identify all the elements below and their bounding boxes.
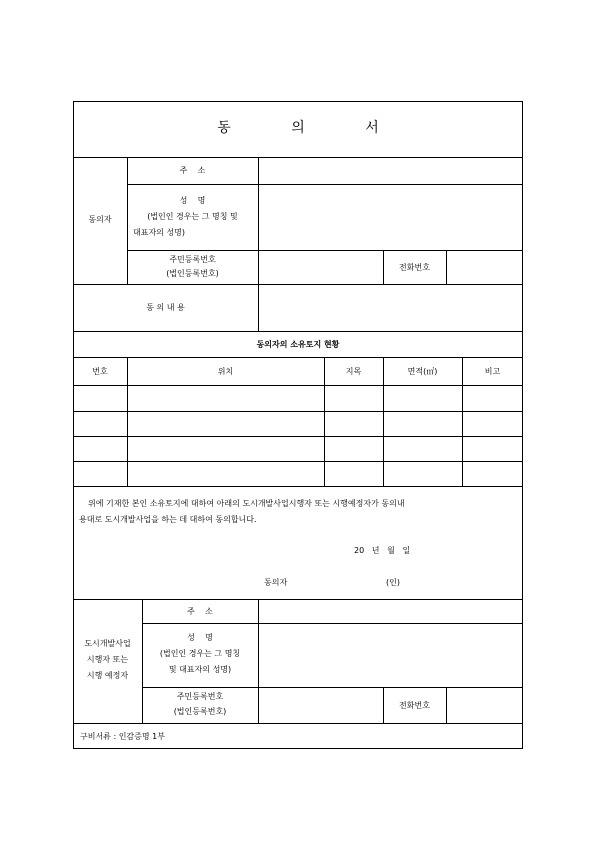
developer-reg-field[interactable] (262, 700, 378, 712)
consenter-name-label-note: 대표자의 성명) (133, 228, 186, 237)
divider (73, 385, 523, 386)
land-col-header-number: 번호 (92, 367, 108, 376)
divider (73, 436, 523, 437)
divider (127, 250, 523, 251)
consenter-phone-label: 전화번호 (399, 263, 430, 272)
divider (446, 250, 447, 284)
developer-name-label: 성 명 (187, 633, 213, 642)
consenter-name-field[interactable] (262, 211, 517, 223)
developer-address-field[interactable] (262, 606, 517, 618)
statement-date: 20 년 월 일 (354, 546, 411, 555)
developer-group-label: 시행 예정자 (86, 671, 129, 680)
divider (73, 157, 523, 158)
developer-address-label: 주 소 (187, 607, 213, 616)
divider (258, 157, 259, 284)
divider (258, 599, 259, 723)
developer-phone-field[interactable] (450, 700, 518, 712)
consenter-address-label: 주 소 (179, 166, 206, 175)
consenter-phone-field[interactable] (450, 262, 518, 274)
land-col-header-remarks: 비고 (484, 367, 501, 376)
required-documents-note: 구비서류 : 인감증명 1부 (80, 732, 165, 741)
statement-line-2: 용대로 도시개발사업을 하는 데 대하여 동의합니다. (79, 515, 257, 524)
divider (142, 623, 523, 624)
divider (73, 357, 523, 358)
divider (142, 687, 523, 688)
developer-name-field[interactable] (262, 648, 517, 660)
divider (127, 184, 523, 185)
consenter-reg-label-note: (법인등록번호) (166, 269, 219, 278)
form-title: 동 의 서 (217, 120, 407, 136)
seal-mark: (인) (386, 578, 400, 587)
land-table-heading: 동의자의 소유토지 현황 (256, 340, 340, 349)
developer-group-label: 도시개발사업 (84, 639, 131, 648)
land-col-header-location: 위치 (217, 367, 234, 376)
land-col-header-category: 지목 (345, 367, 362, 376)
divider (73, 411, 523, 412)
consenter-address-field[interactable] (262, 165, 517, 177)
consenter-reg-field[interactable] (262, 262, 378, 274)
divider (73, 284, 523, 285)
divider (73, 331, 523, 332)
divider (73, 599, 523, 600)
developer-group-label: 시행자 또는 (86, 655, 129, 664)
signer-label: 동의자 (264, 578, 288, 587)
consenter-name-label: 성 명 (179, 196, 206, 205)
developer-reg-label-note: (법인등록번호) (173, 707, 227, 716)
developer-phone-label: 전화번호 (399, 701, 430, 710)
statement-line-1: 위에 기재한 본인 소유토지에 대하여 아래의 도시개발사업시행자 또는 시행예정자가 동의내 (88, 499, 405, 508)
developer-reg-label: 주민등록번호 (176, 692, 224, 701)
divider (73, 461, 523, 462)
divider (446, 687, 447, 723)
divider (142, 599, 143, 723)
developer-name-label-note: 및 대표자의 성명) (168, 665, 232, 674)
consenter-reg-label: 주민등록번호 (169, 255, 216, 264)
divider (73, 723, 523, 724)
consenter-name-label-note: (법인인 경우는 그 명칭 및 (147, 212, 238, 221)
land-col-header-area: 면적(㎡) (407, 367, 438, 376)
consent-content-field[interactable] (262, 302, 517, 314)
consenter-group-label: 동의자 (88, 215, 112, 224)
divider (73, 486, 523, 487)
developer-name-label-note: (법인인 경우는 그 명칭 (159, 649, 241, 658)
divider (258, 284, 259, 331)
consent-content-label: 동 의 내 용 (146, 303, 185, 312)
